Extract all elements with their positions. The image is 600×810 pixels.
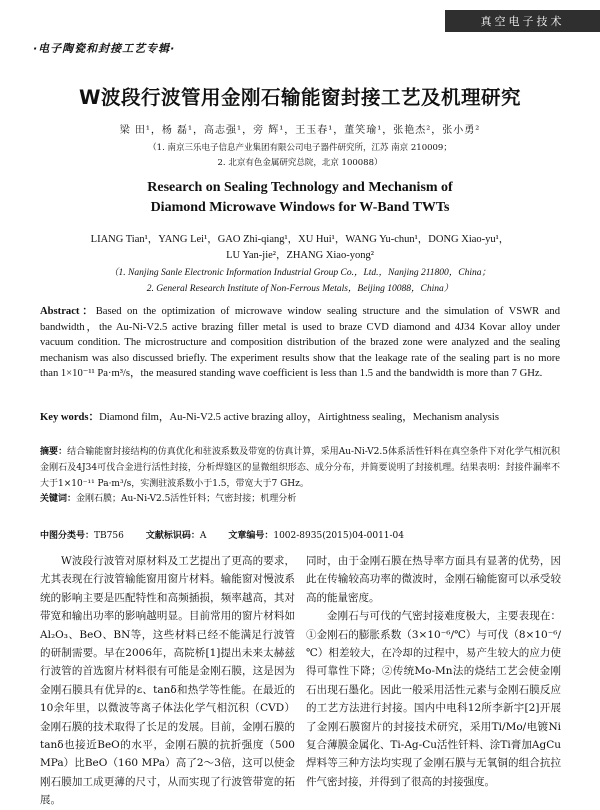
en-authors-line-1: LIANG Tian¹，YANG Lei¹，GAO Zhi-qiang¹，XU Hui¹，WANG Yu-chun¹，DONG Xiao-yu¹， xyxy=(90,234,510,245)
en-affiliation-2: 2. General Research Institute of Non-Ferrous Metals，Beijing 10088，China） xyxy=(146,284,454,294)
body-right-column xyxy=(306,552,561,791)
cn-keywords xyxy=(40,492,560,508)
en-title-line-1: Research on Sealing Technology and Mechanism of xyxy=(147,180,453,195)
body-paragraph: 金刚石与可伐的气密封接难度极大，主要表现在：①金刚石的膨胀系数（3×10⁻⁶/℃）与可伐（8×10⁻⁶/℃）相差较大，在冷却的过程中，易产生较大的应力使得可靠性下降；②传统Mo-Mn法的烧结工艺会使金刚石出现石墨化。因此一般采用活性元素与金刚石膜反应的工艺方法进行封接。国内中电科12所李新宇[2]开展了金刚石膜窗片的封接技术研究，采用Ti/Mo/电镀Ni复合薄膜金属化、Ti-Ag-Cu活性钎料、涂Ti膏加AgCu焊料等三种方法均实现了金刚石膜与无氧铜的组合抗拉件气密封接，并得到了很高的封接强度。 xyxy=(306,610,561,788)
body-paragraph: W波段行波管对原材料及工艺提出了更高的要求，尤其表现在行波管输能窗用窗片材料。输能窗对慢波系统的影响主要是匹配特性和高频插损，频率越高，其对带宽和输出功率的影响越明显。目前常用的窗片材料如Al₂O₃、BeO、BN等，这些材料已经不能满足行波管的研制需要。早在2006年，高院桥[1]提出未来太赫兹行波管的首选窗片材料很有可能是金刚石膜，这是因为金刚石膜具有优异的ε、tanδ和热学等性能。在最近的10余年里，以微波等离子体法化学气相沉积（CVD）金刚石膜的技术取得了长足的发展。目前，金刚石膜的tanδ也接近BeO的水平，金刚石膜的抗折强度（500 MPa）比BeO（160 MPa）高了2～3倍，这可以使金刚石膜加工成更薄的尺寸，从而实现了行波管带宽的拓展。 xyxy=(40,555,295,807)
article-meta xyxy=(40,528,404,541)
body-paragraph: 同时，由于金刚石膜在热导率方面具有显著的优势，因此在传输较高功率的微波时，金刚石输能窗可以承受较高的能量密度。 xyxy=(306,555,561,604)
en-authors-line-2: LU Yan-jie²，ZHANG Xiao-yong² xyxy=(226,250,374,261)
cn-affiliation-2: 2. 北京有色金属研究总院，北京 100088） xyxy=(217,158,383,168)
cn-authors: 梁 田¹，杨 磊¹，高志强¹，旁 辉¹，王玉春¹，董笑瑜¹，张艳杰²，张小勇² xyxy=(119,125,481,136)
article-number: 文章编号：1002-8935(2015)04-0011-04 xyxy=(228,531,405,541)
column-topic: ·电子陶瓷和封接工艺专辑· xyxy=(33,42,176,55)
cn-abstract-label: 摘要： xyxy=(40,447,68,457)
cn-abstract-text: 结合输能窗封接结构的仿真优化和驻波系数及带宽的仿真计算，采用Au-Ni-V2.5体系活性钎料在真空条件下对化学气相沉积金刚石及4J34可伐合金进行活性封接，分析焊缝区的显微组织形态、成分分布，并简要说明了封接机理。结果表明：封接件漏率不大于1×10⁻¹¹ Pa·m³/s，实测驻波系数小于1.5，带宽大于7 GHz。 xyxy=(40,447,560,489)
cn-keywords-text: 金刚石膜；Au-Ni-V2.5活性钎料；气密封接；机理分析 xyxy=(76,494,297,505)
abstract-label: Abstract： xyxy=(40,306,96,317)
keywords-label: Key words： xyxy=(40,412,100,423)
cn-abstract xyxy=(40,445,560,508)
en-title-line-2: Diamond Microwave Windows for W-Band TWTs xyxy=(150,200,450,215)
cn-keywords-label: 关键词： xyxy=(40,494,77,505)
abstract-text: Based on the optimization of microwave window sealing structure and the simulation of VSWR and bandwidth，the Au-Ni-V2.5 active brazing filler metal is used to braze CVD diamond and 4J34 Kovar alloy under vacuum condition. The microstructure and composition distribution of the brazed zone were analyzed and the sealing mechanism was also discussed briefly. The experiment results show that the leakage rate of the sealing part is no more than 1×10⁻¹¹ Pa·m³/s，the measured standing wave coefficient is less than 1.5 and the bandwidth is more than 7 GHz. xyxy=(40,306,560,379)
en-affiliation-1: （1. Nanjing Sanle Electronic Information Industrial Group Co.，Ltd.，Nanjing 211800，China； xyxy=(108,268,492,278)
journal-name-tag: 真空电子技术 xyxy=(445,10,600,32)
cn-title: W波段行波管用金刚石输能窗封接工艺及机理研究 xyxy=(78,86,521,109)
en-keywords xyxy=(40,410,560,426)
cn-affiliation-1: （1. 南京三乐电子信息产业集团有限公司电子器件研究所，江苏 南京 210009； xyxy=(148,143,452,153)
en-abstract xyxy=(40,304,560,382)
document-code: 文献标识码：A xyxy=(145,531,207,541)
body-left-column xyxy=(40,552,295,810)
clc-number: 中图分类号：TB756 xyxy=(40,531,124,541)
keywords-text: Diamond film，Au-Ni-V2.5 active brazing alloy，Airtightness sealing，Mechanism analysis xyxy=(99,412,499,423)
